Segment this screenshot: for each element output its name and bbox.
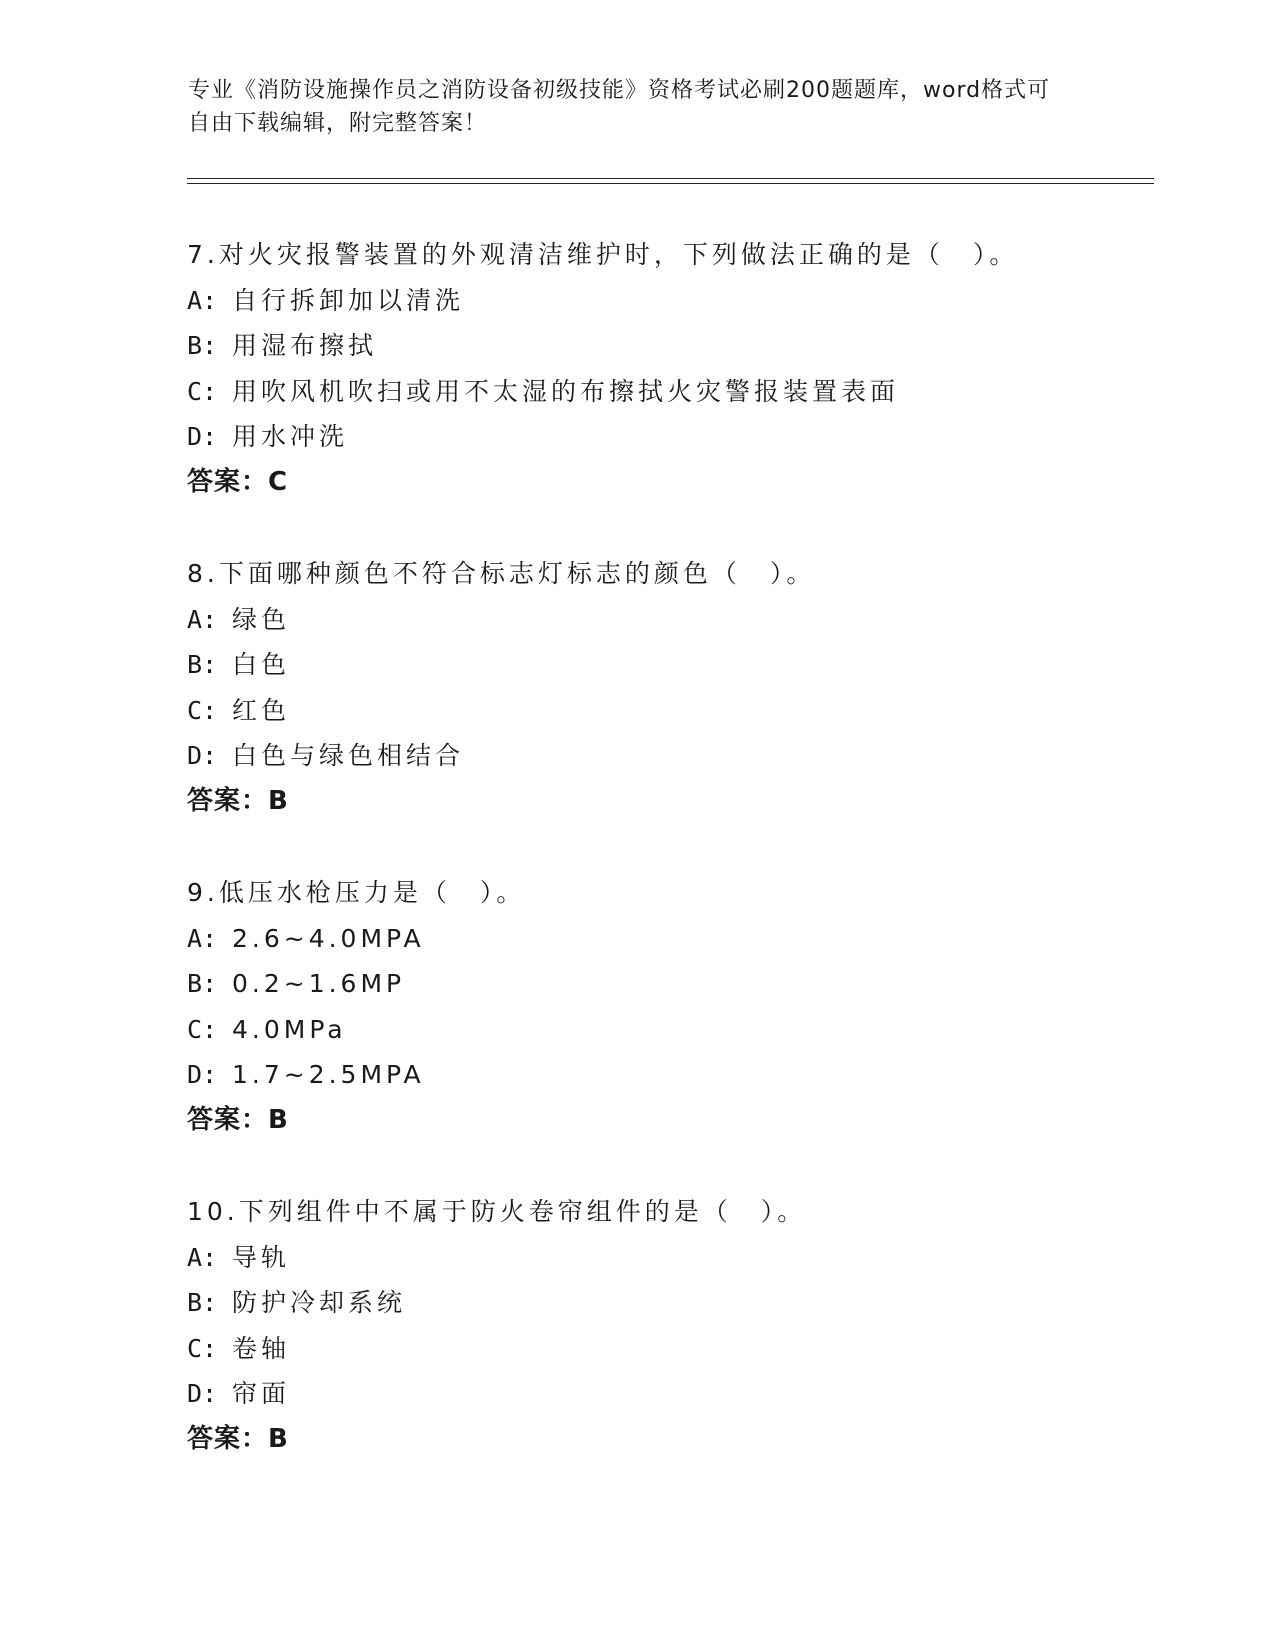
option-text: 红色 <box>232 695 291 725</box>
document-header: 专业《消防设施操作员之消防设备初级技能》资格考试必刷200题题库，word格式可自由下载编辑，附完整答案！ <box>188 78 1051 136</box>
option-letter: D: <box>187 1379 218 1408</box>
option-d <box>187 1371 1147 1417</box>
question-block <box>187 1189 1147 1462</box>
option-letter: A: <box>187 1242 218 1272</box>
option-b <box>187 961 1147 1007</box>
option-c <box>187 1007 1147 1053</box>
option-b <box>187 642 1147 688</box>
option-letter: A: <box>187 923 218 953</box>
option-letter: D: <box>187 741 218 770</box>
option-text: 0.2~1.6MP <box>232 969 406 998</box>
option-text: 白色与绿色相结合 <box>232 741 465 770</box>
option-letter: D: <box>187 1060 218 1089</box>
question-stem: 7.对火灾报警装置的外观清洁维护时，下列做法正确的是（ ）。 <box>187 240 1019 269</box>
option-text: 2.6~4.0MPA <box>232 923 425 953</box>
option-letter: C: <box>187 1014 218 1044</box>
option-letter: C: <box>187 1333 218 1363</box>
question-block <box>187 870 1147 1143</box>
question-stem: 8.下面哪种颜色不符合标志灯标志的颜色（ ）。 <box>187 559 816 588</box>
option-text: 导轨 <box>232 1242 291 1272</box>
question-block <box>187 232 1147 505</box>
option-a <box>187 278 1147 324</box>
option-text: 防护冷却系统 <box>232 1288 407 1317</box>
header-divider-bottom <box>187 183 1154 184</box>
option-letter: A: <box>187 604 218 634</box>
option-d <box>187 414 1147 460</box>
option-text: 1.7~2.5MPA <box>232 1060 425 1089</box>
option-c <box>187 369 1147 415</box>
option-c <box>187 1326 1147 1372</box>
answer-line: 答案：C <box>187 466 289 497</box>
option-a <box>187 1235 1147 1281</box>
option-letter: A: <box>187 285 218 315</box>
option-letter: B: <box>187 650 218 679</box>
option-letter: D: <box>187 422 218 451</box>
option-letter: B: <box>187 969 218 998</box>
option-b <box>187 1280 1147 1326</box>
option-text: 白色 <box>232 650 291 679</box>
option-letter: C: <box>187 695 218 725</box>
option-a <box>187 916 1147 962</box>
answer-line: 答案：B <box>187 785 289 816</box>
header-divider-top <box>187 178 1154 179</box>
option-text: 用水冲洗 <box>232 422 349 451</box>
option-text: 4.0MPa <box>232 1014 347 1044</box>
option-d <box>187 733 1147 779</box>
option-text: 帘面 <box>232 1379 291 1408</box>
option-text: 用吹风机吹扫或用不太湿的布擦拭火灾警报装置表面 <box>232 376 900 406</box>
answer-line: 答案：B <box>187 1423 289 1454</box>
option-text: 卷轴 <box>232 1333 291 1363</box>
option-c <box>187 688 1147 734</box>
option-text: 自行拆卸加以清洗 <box>232 285 465 315</box>
answer-line: 答案：B <box>187 1104 289 1135</box>
option-letter: C: <box>187 376 218 406</box>
option-d <box>187 1052 1147 1098</box>
option-text: 用湿布擦拭 <box>232 331 378 360</box>
option-b <box>187 323 1147 369</box>
option-letter: B: <box>187 331 218 360</box>
option-text: 绿色 <box>232 604 291 634</box>
question-block <box>187 551 1147 824</box>
question-stem: 9.低压水枪压力是（ ）。 <box>187 878 526 907</box>
option-a <box>187 597 1147 643</box>
option-letter: B: <box>187 1288 218 1317</box>
question-stem: 10.下列组件中不属于防火卷帘组件的是（ ）。 <box>187 1197 807 1226</box>
